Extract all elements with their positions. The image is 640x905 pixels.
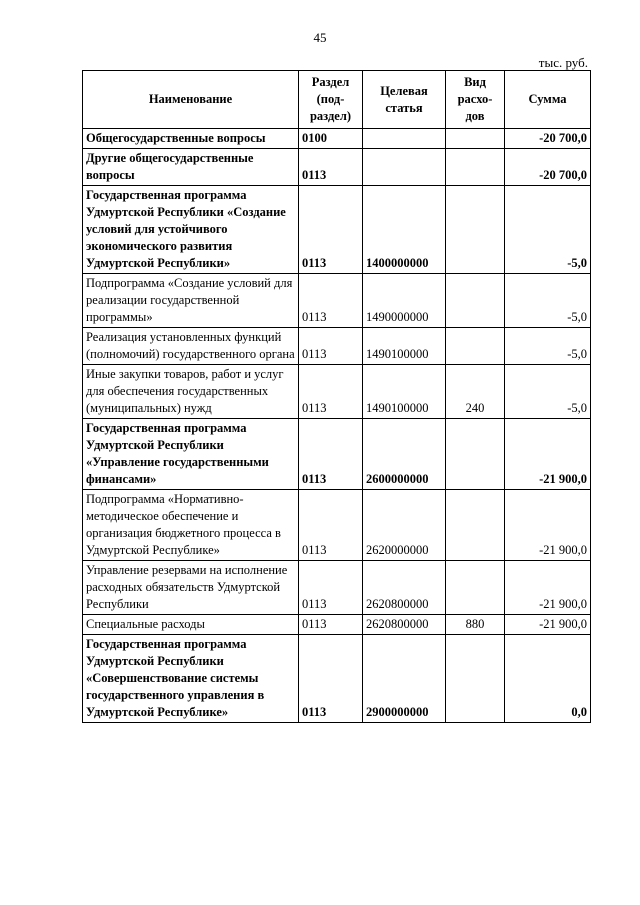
row-sum: -21 900,0 xyxy=(505,615,591,635)
row-name: Общегосударственные вопросы xyxy=(83,129,299,149)
row-section: 0113 xyxy=(299,635,363,723)
row-section: 0113 xyxy=(299,186,363,274)
row-article xyxy=(363,149,446,186)
header-expense-type: Вид расхо-дов xyxy=(446,71,505,129)
table-row xyxy=(83,490,591,561)
row-kind xyxy=(446,328,505,365)
row-article: 2600000000 xyxy=(363,419,446,490)
row-kind xyxy=(446,635,505,723)
row-name: Иные закупки товаров, работ и услуг для обеспечения государственных (муниципальных) нужд xyxy=(83,365,299,419)
row-kind xyxy=(446,129,505,149)
row-name: Государственная программа Удмуртской Республики «Совершенствование системы государственного управления в Удмуртской Республике» xyxy=(83,635,299,723)
table-row xyxy=(83,635,591,723)
row-sum: -21 900,0 xyxy=(505,561,591,615)
row-name: Реализация установленных функций (полномочий) государственного органа xyxy=(83,328,299,365)
row-section: 0113 xyxy=(299,328,363,365)
table-row xyxy=(83,419,591,490)
row-kind: 240 xyxy=(446,365,505,419)
table-row xyxy=(83,365,591,419)
row-article: 2620800000 xyxy=(363,561,446,615)
row-sum: 0,0 xyxy=(505,635,591,723)
header-name: Наименование xyxy=(83,71,299,129)
header-section: Раздел (под-раздел) xyxy=(299,71,363,129)
row-name: Подпрограмма «Создание условий для реализации государственной программы» xyxy=(83,274,299,328)
row-article: 1490100000 xyxy=(363,365,446,419)
row-kind xyxy=(446,186,505,274)
row-sum: -21 900,0 xyxy=(505,419,591,490)
row-section: 0113 xyxy=(299,561,363,615)
row-name: Подпрограмма «Нормативно-методическое обеспечение и организация бюджетного процесса в Удмуртской Республике» xyxy=(83,490,299,561)
row-name: Специальные расходы xyxy=(83,615,299,635)
row-article: 2620800000 xyxy=(363,615,446,635)
row-name: Другие общегосударственные вопросы xyxy=(83,149,299,186)
row-section: 0113 xyxy=(299,419,363,490)
header-target-article: Целевая статья xyxy=(363,71,446,129)
units-label: тыс. руб. xyxy=(538,55,588,70)
row-article: 1400000000 xyxy=(363,186,446,274)
row-article: 1490100000 xyxy=(363,328,446,365)
table-row xyxy=(83,149,591,186)
row-sum: -5,0 xyxy=(505,328,591,365)
table-row xyxy=(83,186,591,274)
row-sum: -5,0 xyxy=(505,186,591,274)
row-kind xyxy=(446,561,505,615)
row-sum: -20 700,0 xyxy=(505,149,591,186)
table-row xyxy=(83,615,591,635)
row-name: Государственная программа Удмуртской Республики «Управление государственными финансами» xyxy=(83,419,299,490)
row-sum: -5,0 xyxy=(505,365,591,419)
row-kind xyxy=(446,274,505,328)
row-kind: 880 xyxy=(446,615,505,635)
budget-table xyxy=(82,70,591,723)
row-sum: -5,0 xyxy=(505,274,591,328)
row-name: Государственная программа Удмуртской Республики «Создание условий для устойчивого экономического развития Удмуртской Республики» xyxy=(83,186,299,274)
row-section: 0100 xyxy=(299,129,363,149)
row-article: 2620000000 xyxy=(363,490,446,561)
row-article: 1490000000 xyxy=(363,274,446,328)
table-row xyxy=(83,129,591,149)
row-kind xyxy=(446,490,505,561)
row-name: Управление резервами на исполнение расходных обязательств Удмуртской Республики xyxy=(83,561,299,615)
row-article: 2900000000 xyxy=(363,635,446,723)
row-section: 0113 xyxy=(299,274,363,328)
row-section: 0113 xyxy=(299,615,363,635)
row-article xyxy=(363,129,446,149)
row-kind xyxy=(446,149,505,186)
table-row xyxy=(83,561,591,615)
table-header-row xyxy=(83,71,591,129)
row-section: 0113 xyxy=(299,490,363,561)
table-row xyxy=(83,274,591,328)
page-number: 45 xyxy=(313,30,327,45)
row-sum: -20 700,0 xyxy=(505,129,591,149)
table-row xyxy=(83,328,591,365)
header-amount: Сумма xyxy=(505,71,591,129)
row-section: 0113 xyxy=(299,365,363,419)
row-kind xyxy=(446,419,505,490)
row-sum: -21 900,0 xyxy=(505,490,591,561)
row-section: 0113 xyxy=(299,149,363,186)
